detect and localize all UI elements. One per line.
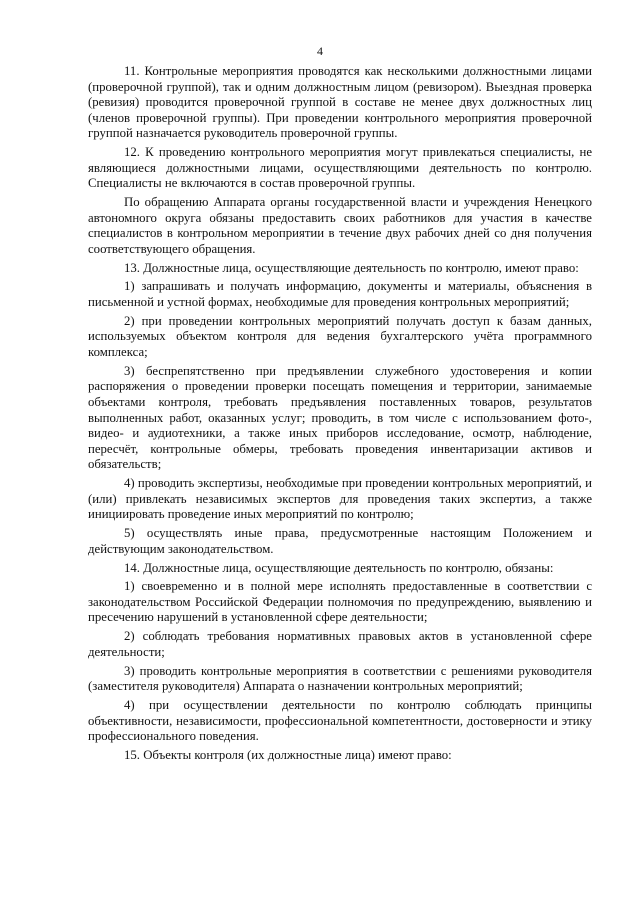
paragraph: 14. Должностные лица, осуществляющие деятельность по контролю, обязаны:: [124, 560, 554, 575]
paragraph: 2) соблюдать требования нормативных правовых актов в установленной сфере деятельности;: [88, 629, 592, 659]
paragraph: 1) запрашивать и получать информацию, документы и материалы, объяснения в письменной и устной формах, необходимые для проведения контрольных мероприятий;: [88, 279, 592, 310]
paragraph: 4) проводить экспертизы, необходимые при проведении контрольных мероприятий, и (или) привлекать независимых экспертов для проведения таких экспертиз, а также инициировать проведение иных мероприятий по контролю;: [88, 476, 592, 522]
paragraph: 4) при осуществлении деятельности по контролю соблюдать принципы объективности, независимости, профессиональной компетентности, достоверности и этику профессионального поведения.: [88, 698, 592, 744]
paragraph: 15. Объекты контроля (их должностные лица) имеют право:: [124, 747, 452, 762]
page-number: 4: [317, 44, 323, 58]
paragraph: 3) беспрепятственно при предъявлении служебного удостоверения и копии распоряжения о проведении проверки посещать помещения и территории, занимаемые объектами контроля, требовать предъявления поставленных товаров, результатов выполненных работ, оказанных услуг; проводить, в том числе с использованием фото-, видео- и аудиотехники, а также иных приборов исследование, осмотр, наблюдение, пересчёт, контрольные обмеры, требовать проведения инвентаризации активов и обязательств;: [88, 363, 592, 472]
paragraph: 3) проводить контрольные мероприятия в соответствии с решениями руководителя (заместителя руководителя) Аппарата о назначении контрольных мероприятий;: [88, 663, 592, 694]
paragraph: 5) осуществлять иные права, предусмотренные настоящим Положением и действующим законодательством.: [88, 526, 592, 556]
paragraph: 2) при проведении контрольных мероприятий получать доступ к базам данных, используемых объектом контроля для ведения бухгалтерского учёта программного комплекса;: [88, 313, 592, 360]
paragraph: 11. Контрольные мероприятия проводятся как несколькими должностными лицами (проверочной группой), так и одним должностным лицом (ревизором). Выездная проверка (ревизия) проводится проверочной группой в составе не менее двух должностных лиц (членов проверочной группы). При проведении контрольного мероприятия проверочной группой назначается руководитель проверочной группы.: [88, 64, 592, 141]
paragraph: По обращению Аппарата органы государственной власти и учреждения Ненецкого автономного округа обязаны предоставить своих работников для участия в качестве специалистов в контрольном мероприятии в течение двух рабочих дней со дня получения соответствующего обращения.: [88, 195, 592, 256]
document-body: [88, 64, 592, 767]
paragraph: 1) своевременно и в полной мере исполнять предоставленные в соответствии с законодательством Российской Федерации полномочия по предупреждению, выявлению и пресечению нарушений в установленной сфере деятельности;: [88, 579, 592, 625]
paragraph: 13. Должностные лица, осуществляющие деятельность по контролю, имеют право:: [124, 260, 579, 275]
paragraph: 12. К проведению контрольного мероприятия могут привлекаться специалисты, не являющиеся должностными лицами, осуществляющими деятельность по контролю. Специалисты не включаются в состав проверочной группы.: [88, 145, 592, 191]
